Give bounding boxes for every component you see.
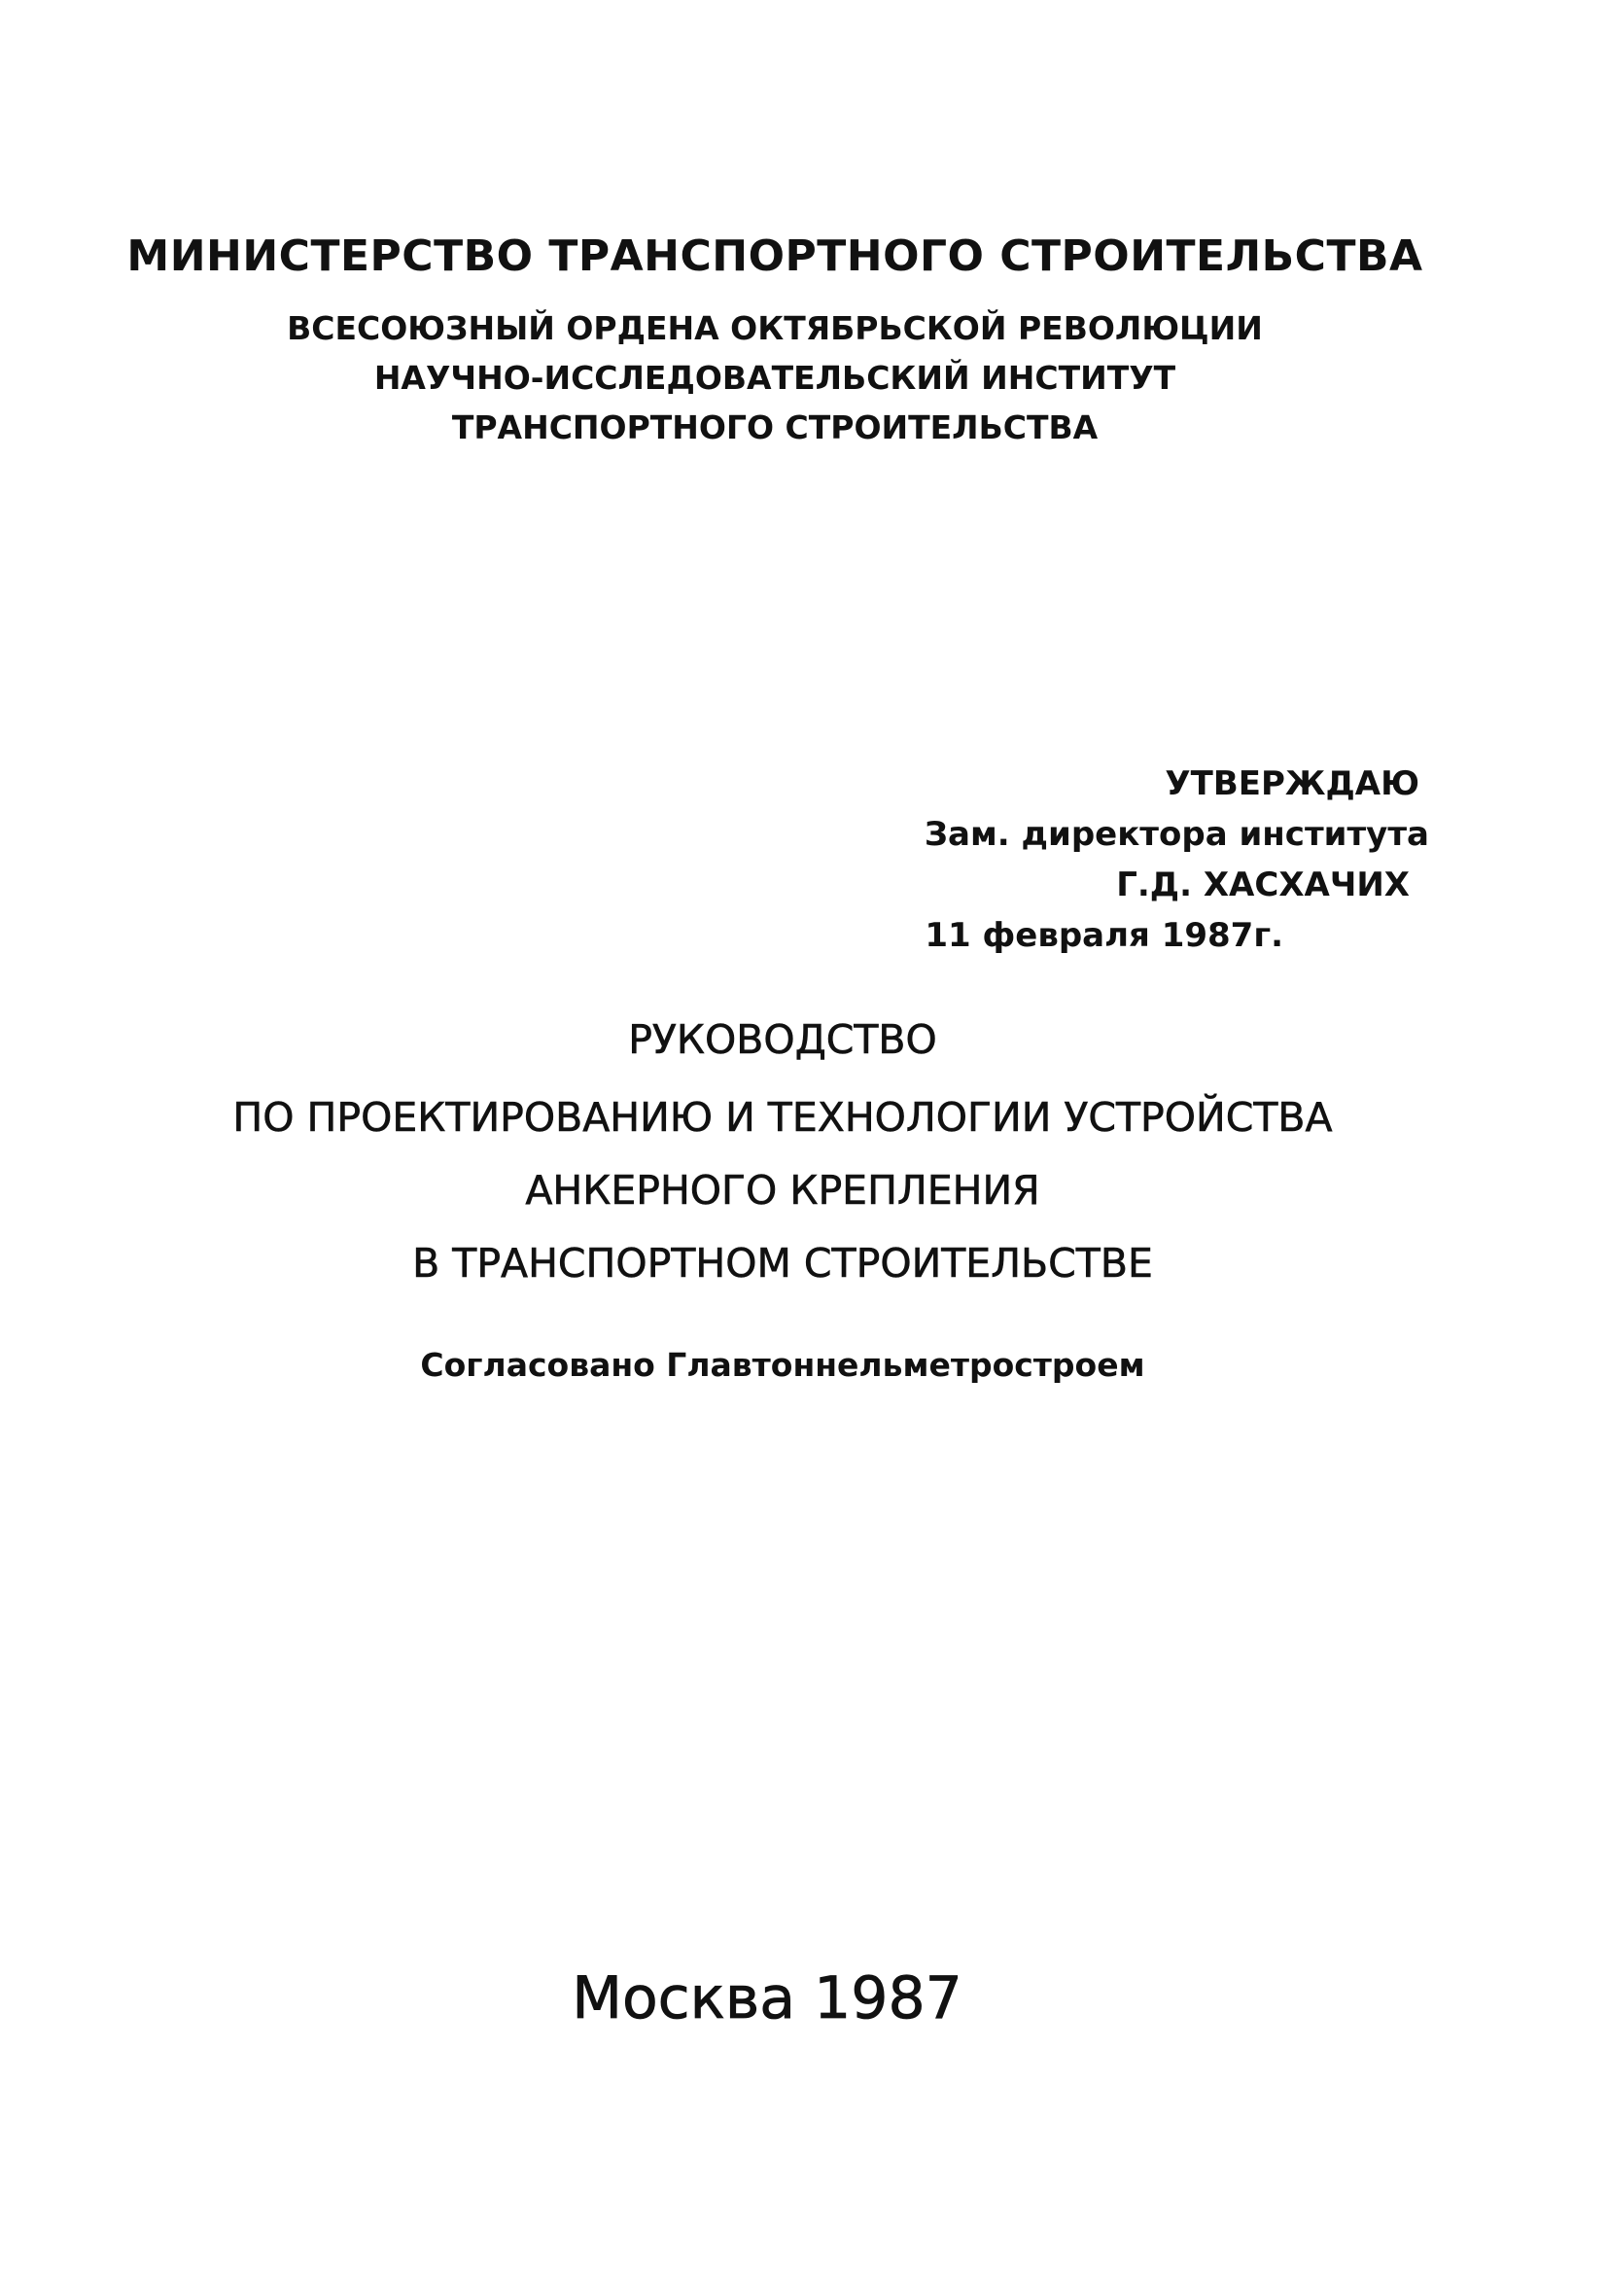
document-title-line-2: ПО ПРОЕКТИРОВАНИЮ И ТЕХНОЛОГИИ УСТРОЙСТВА <box>232 1094 1333 1141</box>
institute-line-1: ВСЕСОЮЗНЫЙ ОРДЕНА ОКТЯБРЬСКОЙ РЕВОЛЮЦИИ <box>287 309 1263 347</box>
imprint-city-year: Москва 1987 <box>572 1964 962 2032</box>
document-title-line-4: В ТРАНСПОРТНОМ СТРОИТЕЛЬСТВЕ <box>412 1240 1153 1287</box>
approver-name: Г.Д. ХАСХАЧИХ <box>1116 865 1410 904</box>
institute-line-3: ТРАНСПОРТНОГО СТРОИТЕЛЬСТВА <box>451 408 1099 446</box>
approval-label: УТВЕРЖДАЮ <box>1165 764 1419 803</box>
approver-position: Зам. директора института <box>924 815 1429 854</box>
document-title-line-1: РУКОВОДСТВО <box>628 1016 937 1063</box>
agreed-note: Согласовано Главтоннельметростроем <box>420 1346 1145 1384</box>
ministry-name: МИНИСТЕРСТВО ТРАНСПОРТНОГО СТРОИТЕЛЬСТВА <box>126 231 1423 281</box>
institute-line-2: НАУЧНО-ИССЛЕДОВАТЕЛЬСКИЙ ИНСТИТУТ <box>373 359 1176 397</box>
approval-date: 11 февраля 1987г. <box>925 916 1283 955</box>
document-title-line-3: АНКЕРНОГО КРЕПЛЕНИЯ <box>525 1167 1040 1214</box>
